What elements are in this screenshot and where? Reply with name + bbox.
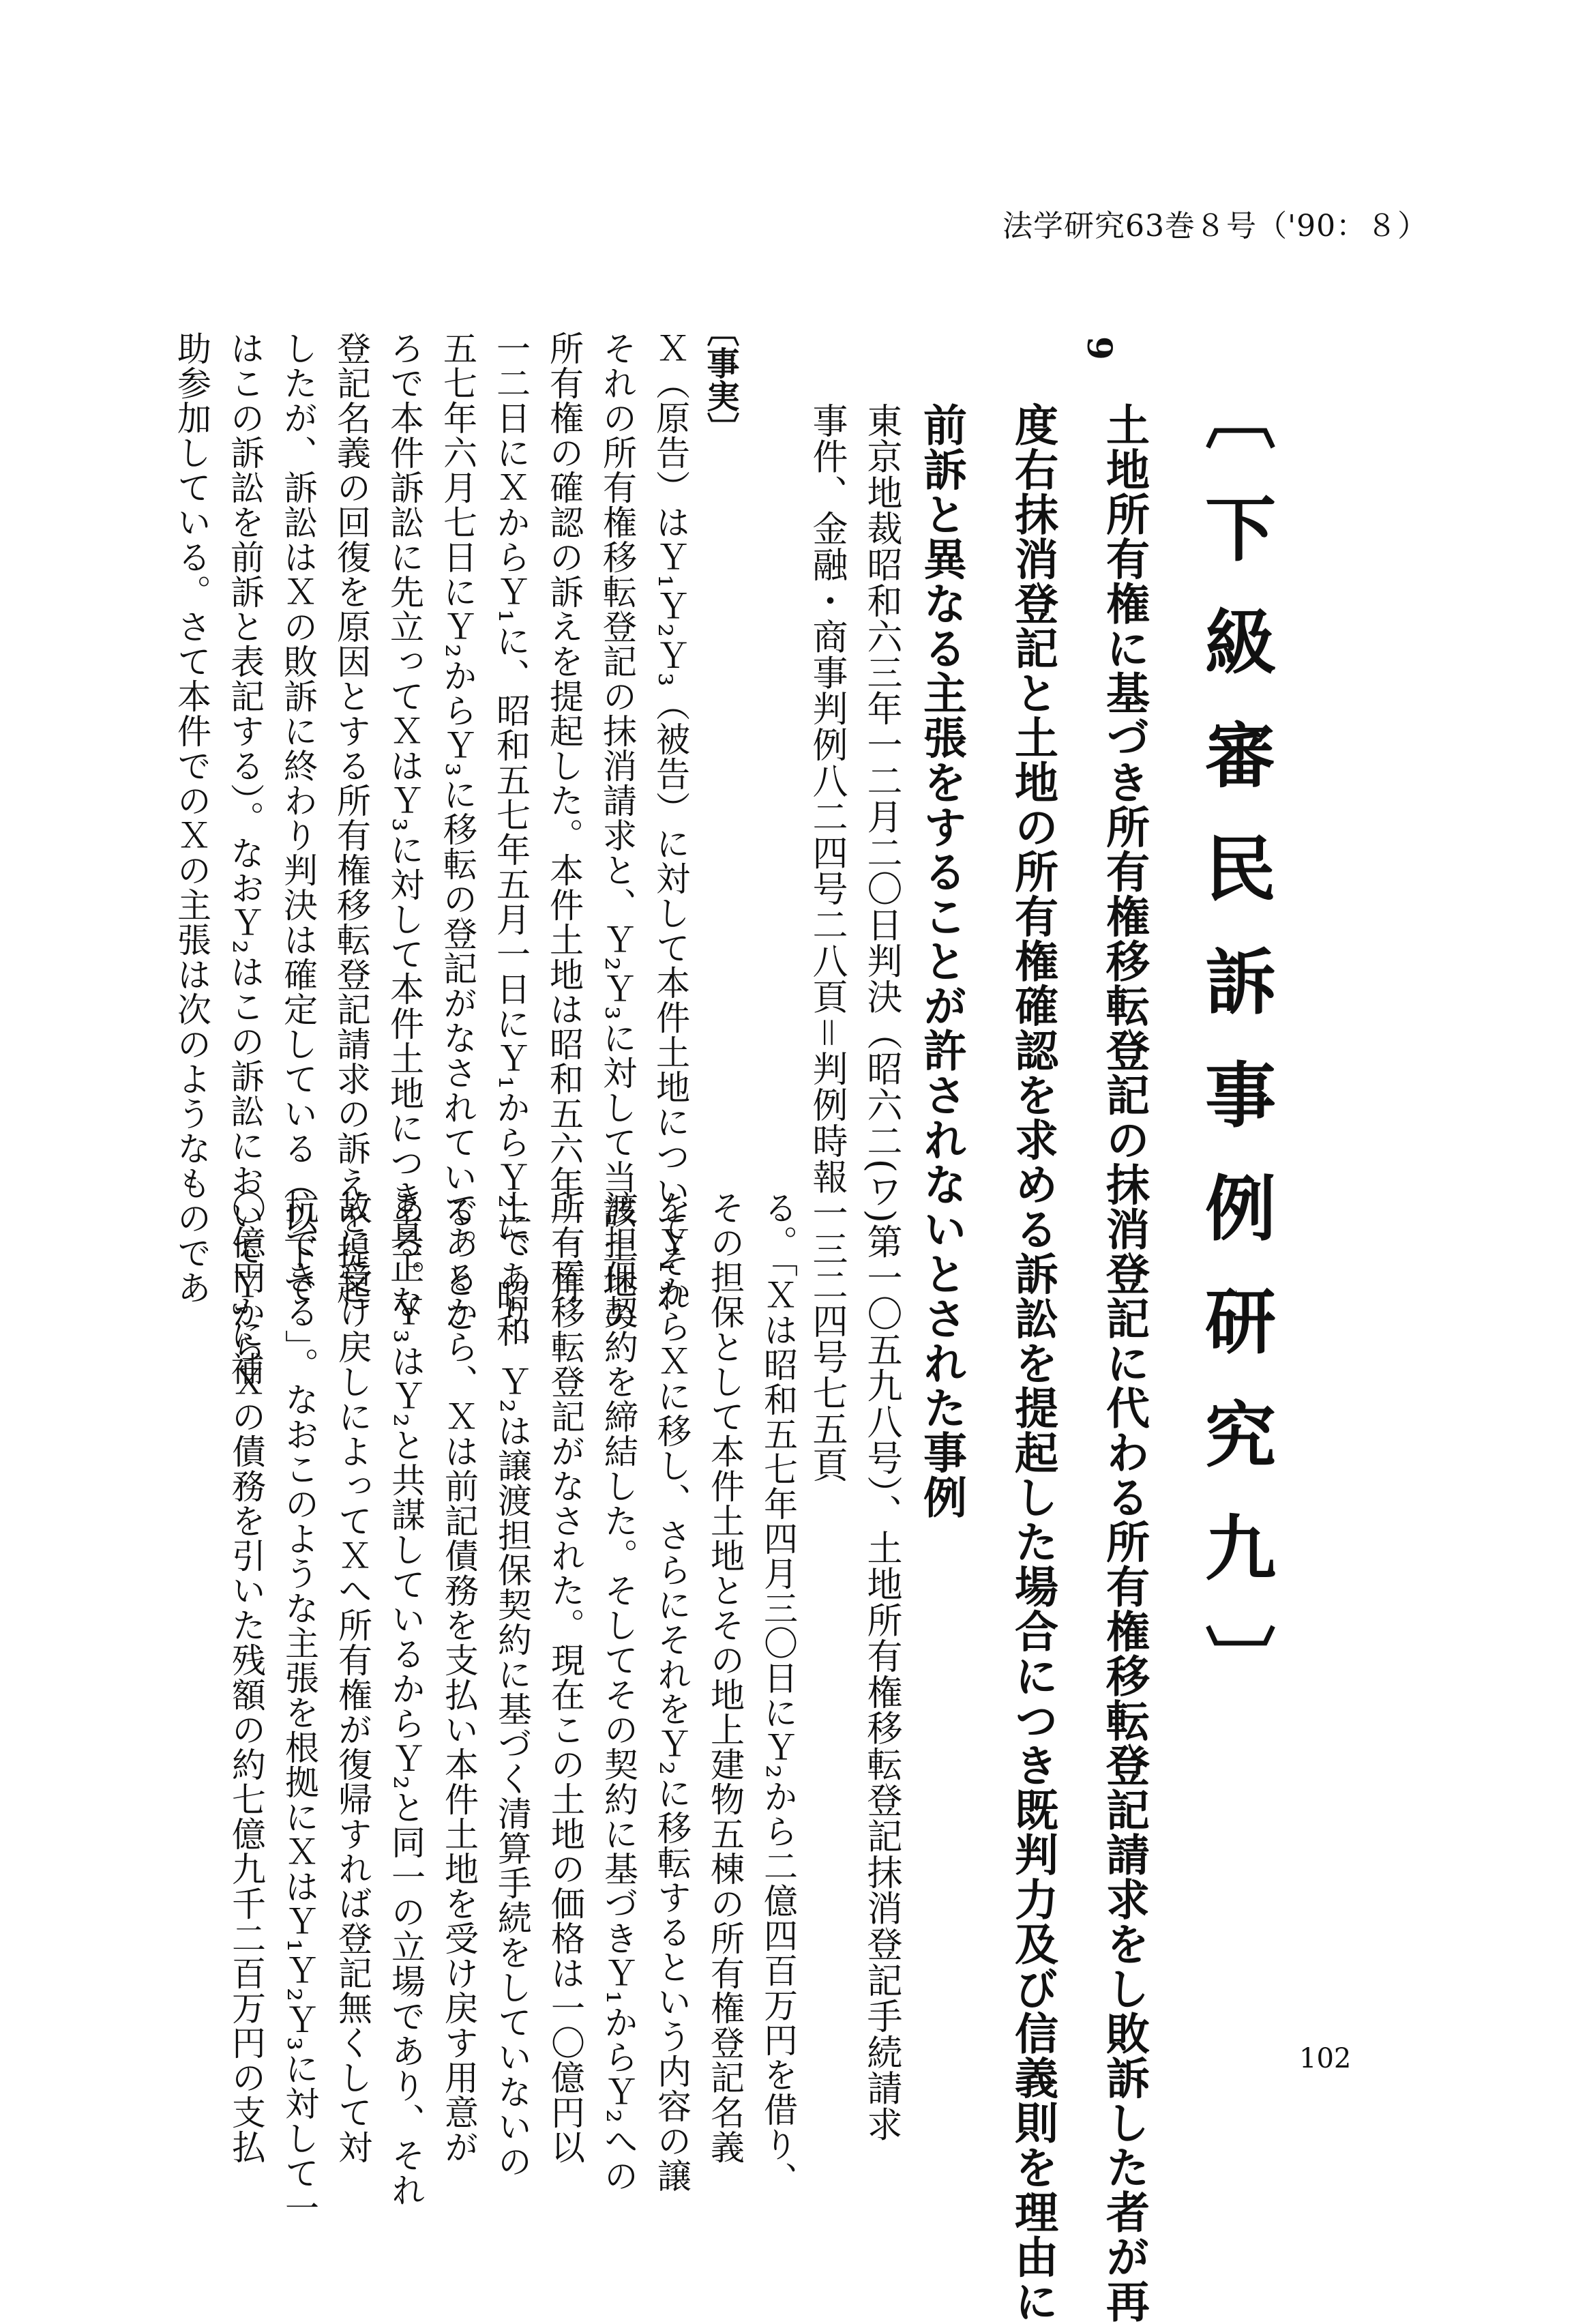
page-number: 102	[1299, 2043, 1352, 2074]
facts-top-line: ろで本件訴訟に先立ってＸはＹ₃に対して本件土地につき真正な	[385, 331, 424, 1320]
facts-bottom-line: 渡担保契約を締結した。そしてその契約に基づきＹ₁からＹ₂への	[599, 1190, 638, 2194]
facts-top-line: Ｘ（原告）はＹ₁Ｙ₂Ｙ₃（被告）に対して本件土地についてそれ	[651, 331, 690, 1314]
facts-top-line: それの所有権移転登記の抹消請求と、Ｙ₂Ｙ₃に対して当該土地の	[597, 331, 637, 1334]
facts-bottom-line: をＹ₁からＸに移し、さらにそれをＹ₂に移転するという内容の譲	[652, 1190, 692, 2194]
facts-bottom-line: 抗できる」。なおこのような主張を根拠にＸはＹ₁Ｙ₂Ｙ₃に対して一	[280, 1190, 319, 2226]
facts-top-line: 所有権の確認の訴えを提起した。本件土地は昭和五六年一二月	[544, 331, 584, 1305]
facts-bottom-line: 〇億円からＸの債務を引いた残額の約七億九千二百万円の支払	[226, 1190, 266, 2164]
facts-bottom-line: 故に受け戻しによってＸへ所有権が復帰すれば登記無くして対	[333, 1190, 372, 2164]
case-citation-line: 東京地裁昭和六三年一二月二〇日判決（昭六二(ワ)第一〇五九八号）、土地所有権移転登記抹消登記手続請求	[861, 402, 902, 2143]
facts-bottom-line: その担保として本件土地とその地上建物五棟の所有権登記名義	[705, 1190, 745, 2164]
case-number: 9	[1080, 336, 1120, 360]
facts-top-line: 登記名義の回復を原因とする所有権移転登記請求の訴えを提起	[331, 331, 371, 1305]
facts-bottom-line: 所有権移転登記がなされた。現在この土地の価格は一〇億円以	[546, 1190, 585, 2164]
facts-top-line: したが、訴訟はＸの敗訴に終わり判決は確定している（以下で	[278, 331, 318, 1305]
section-title: 〔下級審民訴事例研究九〕	[1193, 379, 1277, 1737]
facts-top-line: 一二日にＸからＹ₁に、昭和五七年五月一日にＹ₁からＹ₂に、昭和	[491, 331, 531, 1349]
case-title-line: 土地所有権に基づき所有権移転登記の抹消登記に代わる所有権移転登記請求をし敗訴した者が再	[1099, 402, 1150, 2324]
facts-bottom-line: であるから、Ｘは前記債務を支払い本件土地を受け戻す用意が	[439, 1190, 479, 2164]
facts-top-line: はこの訴訟を前訴と表記する）。なおＹ₂はこの訴訟においてＹ₃に補	[225, 331, 265, 1387]
facts-bottom-line: る。「Ｘは昭和五七年四月三〇日にＹ₂から二億四百万円を借り、	[758, 1190, 798, 2197]
facts-top-line: 五七年六月七日にＹ₂からＹ₃に移転の登記がなされている。とこ	[438, 331, 477, 1334]
journal-header: 法学研究63巻８号（'90：８）	[1003, 209, 1429, 244]
facts-bottom-line: ある。Ｙ₃はＹ₂と共謀しているからＹ₂と同一の立場であり、それ	[386, 1190, 426, 2208]
case-title-line: 前訴と異なる主張をすることが許されないとされた事例	[916, 402, 967, 1520]
case-citation-line: 事件、金融・商事判例八二四号二八頁＝判例時報一三二四号七五頁	[806, 402, 847, 1483]
facts-bottom-line: 上であり、Ｙ₂は譲渡担保契約に基づく清算手続をしていないの	[492, 1190, 532, 2179]
case-title-line: 度右抹消登記と土地の所有権確認を求める訴訟を提起した場合につき既判力及び信義則を理由に	[1007, 402, 1058, 2324]
facts-top-line: 助参加している。さて本件でのＸの主張は次のようなものであ	[172, 331, 211, 1305]
facts-heading: 〔事実〕	[701, 314, 739, 445]
